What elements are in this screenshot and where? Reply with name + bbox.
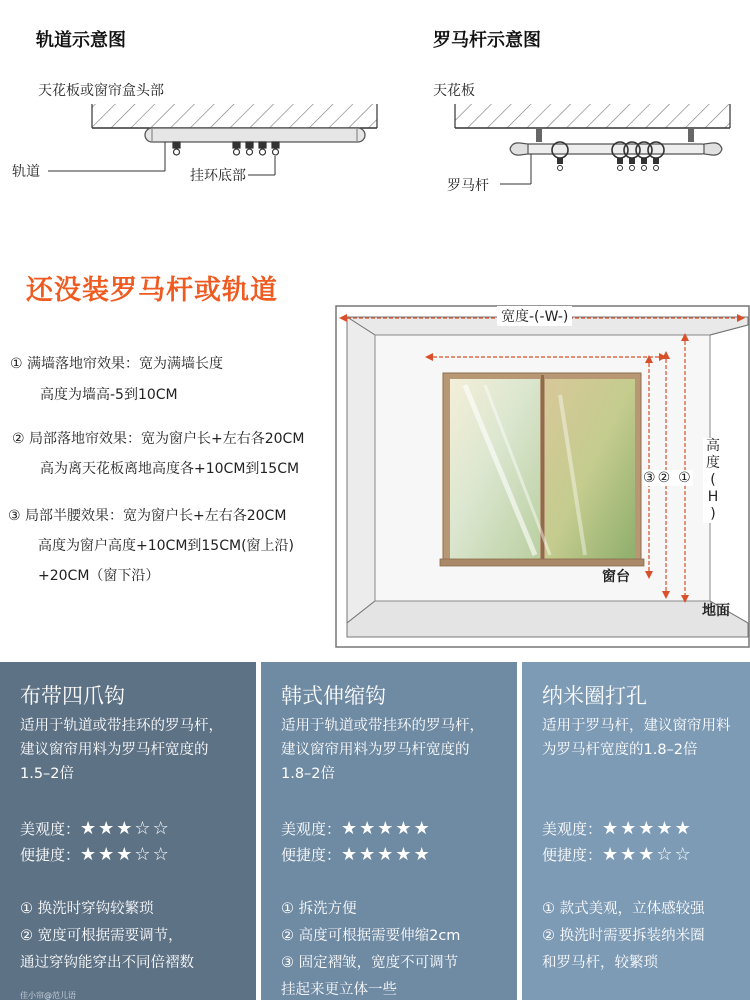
- option-2-width: 宽为窗户长+左右各20CM: [141, 431, 305, 447]
- rod-bracket-right-icon: [688, 128, 694, 142]
- option-1-height: 高度为墙高-5到10CM: [40, 387, 178, 403]
- panel-1-desc-line: 适用于轨道或带挂环的罗马杆，: [20, 718, 223, 734]
- feature-item: ② 高度可根据需要伸缩2cm: [281, 928, 461, 944]
- beauty-label: 美观度：: [542, 820, 603, 838]
- panel-3-beauty: [542, 818, 693, 840]
- feature-item: 通过穿钩能穿出不同倍褶数: [20, 955, 194, 971]
- ease-stars-icon: ★★★☆☆: [80, 844, 171, 865]
- panel-1-desc-line: 建议窗帘用料为罗马杆宽度的: [20, 742, 209, 758]
- panel-cloth-hook: [0, 662, 256, 1000]
- option-2-line: [12, 429, 304, 449]
- panel-1-ease: [20, 844, 171, 866]
- ease-stars-icon: ★★★☆☆: [602, 844, 693, 865]
- marker-1: ①: [678, 470, 693, 486]
- track-ceiling-label: 天花板或窗帘盒头部: [38, 83, 164, 99]
- panel-1-desc: [20, 714, 223, 786]
- beauty-stars-icon: ★★★☆☆: [80, 818, 171, 839]
- floor-label: 地面: [702, 603, 730, 619]
- feature-item: 挂起来更立体一些: [281, 982, 397, 998]
- panel-3-desc-line: 适用于罗马杆，建议窗帘用料: [542, 718, 731, 734]
- feature-item: ① 换洗时穿钩较繁琐: [20, 901, 154, 917]
- track-ceiling-icon: [92, 104, 377, 128]
- panel-2-desc-line: 适用于轨道或带挂环的罗马杆，: [281, 718, 484, 734]
- panel-2-title: 韩式伸缩钩: [281, 684, 386, 708]
- panel-3-features: [542, 896, 705, 977]
- ease-label: 便捷度：: [542, 846, 603, 864]
- height-char-1: 高: [706, 438, 720, 454]
- option-1-name: 满墙落地帘效果：: [27, 356, 140, 372]
- height-char-5: ): [710, 506, 716, 522]
- option-3-line: [8, 506, 286, 526]
- option-3-height2: +20CM（窗下沿）: [38, 568, 160, 584]
- height-char-4: H: [707, 489, 719, 505]
- feature-item: ② 换洗时需要拆装纳米圈: [542, 928, 705, 944]
- panel-1-desc-line: 1.5–2倍: [20, 766, 75, 782]
- width-label: 宽度-(-W-): [497, 306, 572, 326]
- rod-diagram-title: 罗马杆示意图: [433, 30, 541, 51]
- track-hooks-icon: [173, 142, 279, 155]
- window-icon: [440, 373, 644, 566]
- option-3-num: ③: [8, 508, 21, 524]
- sill-label: 窗台: [602, 569, 630, 585]
- height-char-3: (: [710, 472, 716, 488]
- option-1-width: 宽为满墙长度: [139, 356, 224, 372]
- feature-item: ① 款式美观，立体感较强: [542, 901, 705, 917]
- ring-bottom-label: 挂环底部: [190, 168, 246, 184]
- panel-2-desc-line: 建议窗帘用料为罗马杆宽度的: [281, 742, 470, 758]
- panel-2-features: [281, 896, 460, 1000]
- track-label: 轨道: [12, 164, 40, 180]
- panel-1-beauty: [20, 818, 171, 840]
- beauty-stars-icon: ★★★★★: [341, 818, 432, 839]
- panel-2-beauty: [281, 818, 432, 840]
- rod-label: 罗马杆: [447, 178, 489, 194]
- beauty-label: 美观度：: [20, 820, 81, 838]
- option-3-height: 高度为窗户高度+10CM到15CM(窗上沿): [38, 538, 294, 554]
- option-2-name: 局部落地帘效果：: [29, 431, 142, 447]
- ease-stars-icon: ★★★★★: [341, 844, 432, 865]
- track-diagram-title: 轨道示意图: [36, 30, 126, 51]
- marker-2: ②: [657, 470, 673, 486]
- panel-3-desc-line: 为罗马杆宽度的1.8–2倍: [542, 742, 698, 758]
- beauty-stars-icon: ★★★★★: [602, 818, 693, 839]
- track-rail-icon: [145, 128, 365, 142]
- option-2-num: ②: [12, 431, 25, 447]
- height-label: [703, 438, 723, 523]
- feature-item: ① 拆洗方便: [281, 901, 357, 917]
- feature-item: 和罗马杆，较繁琐: [542, 955, 658, 971]
- beauty-label: 美观度：: [281, 820, 342, 838]
- panel-1-features: [20, 896, 194, 977]
- height-char-2: 度: [706, 455, 720, 471]
- option-1-line: [10, 354, 223, 374]
- panel-3-desc: [542, 714, 731, 762]
- panel-2-ease: [281, 844, 432, 866]
- section-heading: 还没装罗马杆或轨道: [26, 275, 278, 306]
- ease-label: 便捷度：: [281, 846, 342, 864]
- panel-korean-hook: [261, 662, 517, 1000]
- option-2-height: 高为离天花板离地高度各+10CM到15CM: [40, 461, 300, 477]
- feature-item: ② 宽度可根据需要调节，: [20, 928, 183, 944]
- panel-3-ease: [542, 844, 693, 866]
- option-3-width: 宽为窗户长+左右各20CM: [123, 508, 287, 524]
- watermark: 佳小帘@范儿语: [20, 991, 76, 1000]
- panel-3-title: 纳米圈打孔: [542, 684, 647, 708]
- rod-ceiling-label: 天花板: [433, 83, 475, 99]
- roman-rod-icon: [510, 143, 722, 155]
- height-markers: [643, 470, 693, 486]
- rod-ceiling-icon: [455, 104, 730, 128]
- panel-2-desc: [281, 714, 484, 786]
- panel-1-title: 布带四爪钩: [20, 684, 125, 708]
- top-diagrams-svg: [0, 100, 750, 200]
- feature-item: ③ 固定褶皱，宽度不可调节: [281, 955, 459, 971]
- ease-label: 便捷度：: [20, 846, 81, 864]
- rod-bracket-left-icon: [536, 128, 542, 142]
- panel-2-desc-line: 1.8–2倍: [281, 766, 336, 782]
- option-3-name: 局部半腰效果：: [25, 508, 124, 524]
- panel-nano-ring: [522, 662, 750, 1000]
- option-1-num: ①: [10, 356, 23, 372]
- marker-3: ③: [643, 470, 658, 486]
